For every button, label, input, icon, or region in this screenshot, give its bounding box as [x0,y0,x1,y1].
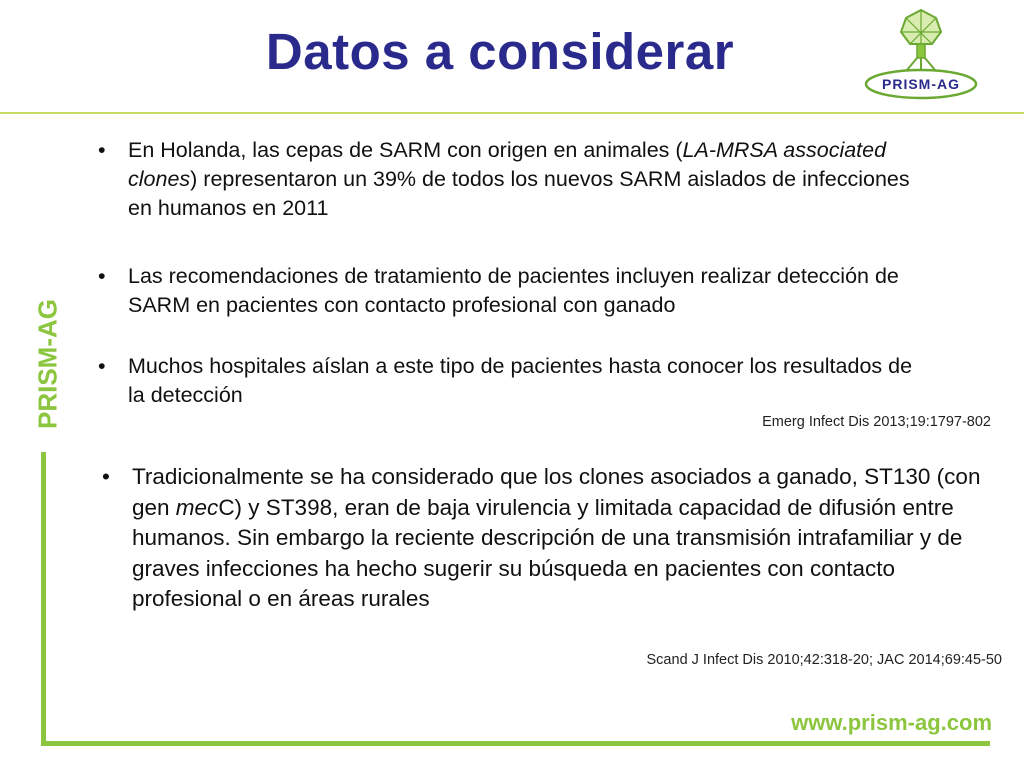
side-accent-bar [41,452,46,746]
reference-citation: Emerg Infect Dis 2013;19:1797-802 [762,414,991,430]
italic-term: mec [175,494,219,520]
prism-ag-logo [862,4,980,100]
website-link[interactable]: www.prism-ag.com [791,710,992,735]
side-brand-label: PRISM-AG [32,299,63,429]
virus-icon [901,10,941,70]
bullet-list-3 [96,352,926,410]
bullet-item: • En Holanda, las cepas de SARM con origen en animales (LA-MRSA associated clones) representaron un 39% de todos los nuevos SARM aislados de infecciones en humanos en 2011 [96,136,926,223]
bullet-item: • Las recomendaciones de tratamiento de pacientes incluyen realizar detección de SARM en pacientes con contacto profesional con ganado [96,262,926,320]
top-divider [0,112,1024,114]
slide-title: Datos a considerar [265,23,735,80]
italic-term: LA-MRSA associated clones [128,138,887,191]
bullet-list-2 [96,262,926,320]
bullet-list-1 [96,136,926,223]
bottom-accent-bar [41,741,990,746]
bullet-list-4 [100,462,1000,615]
logo-text: PRISM-AG [882,76,960,92]
bullet-item: • Muchos hospitales aíslan a este tipo de pacientes hasta conocer los resultados de la detección [96,352,926,410]
bullet-item: • Tradicionalmente se ha considerado que los clones asociados a ganado, ST130 (con gen mecC) y ST398, eran de baja virulencia y limitada capacidad de difusión entre humanos. Sin embargo la reciente descripción de una transmisión intrafamiliar y de graves infecciones ha hecho sugerir su búsqueda en pacientes con contacto profesional o en áreas rurales [100,462,1000,615]
reference-citation: Scand J Infect Dis 2010;42:318-20; JAC 2014;69:45-50 [646,652,1002,668]
